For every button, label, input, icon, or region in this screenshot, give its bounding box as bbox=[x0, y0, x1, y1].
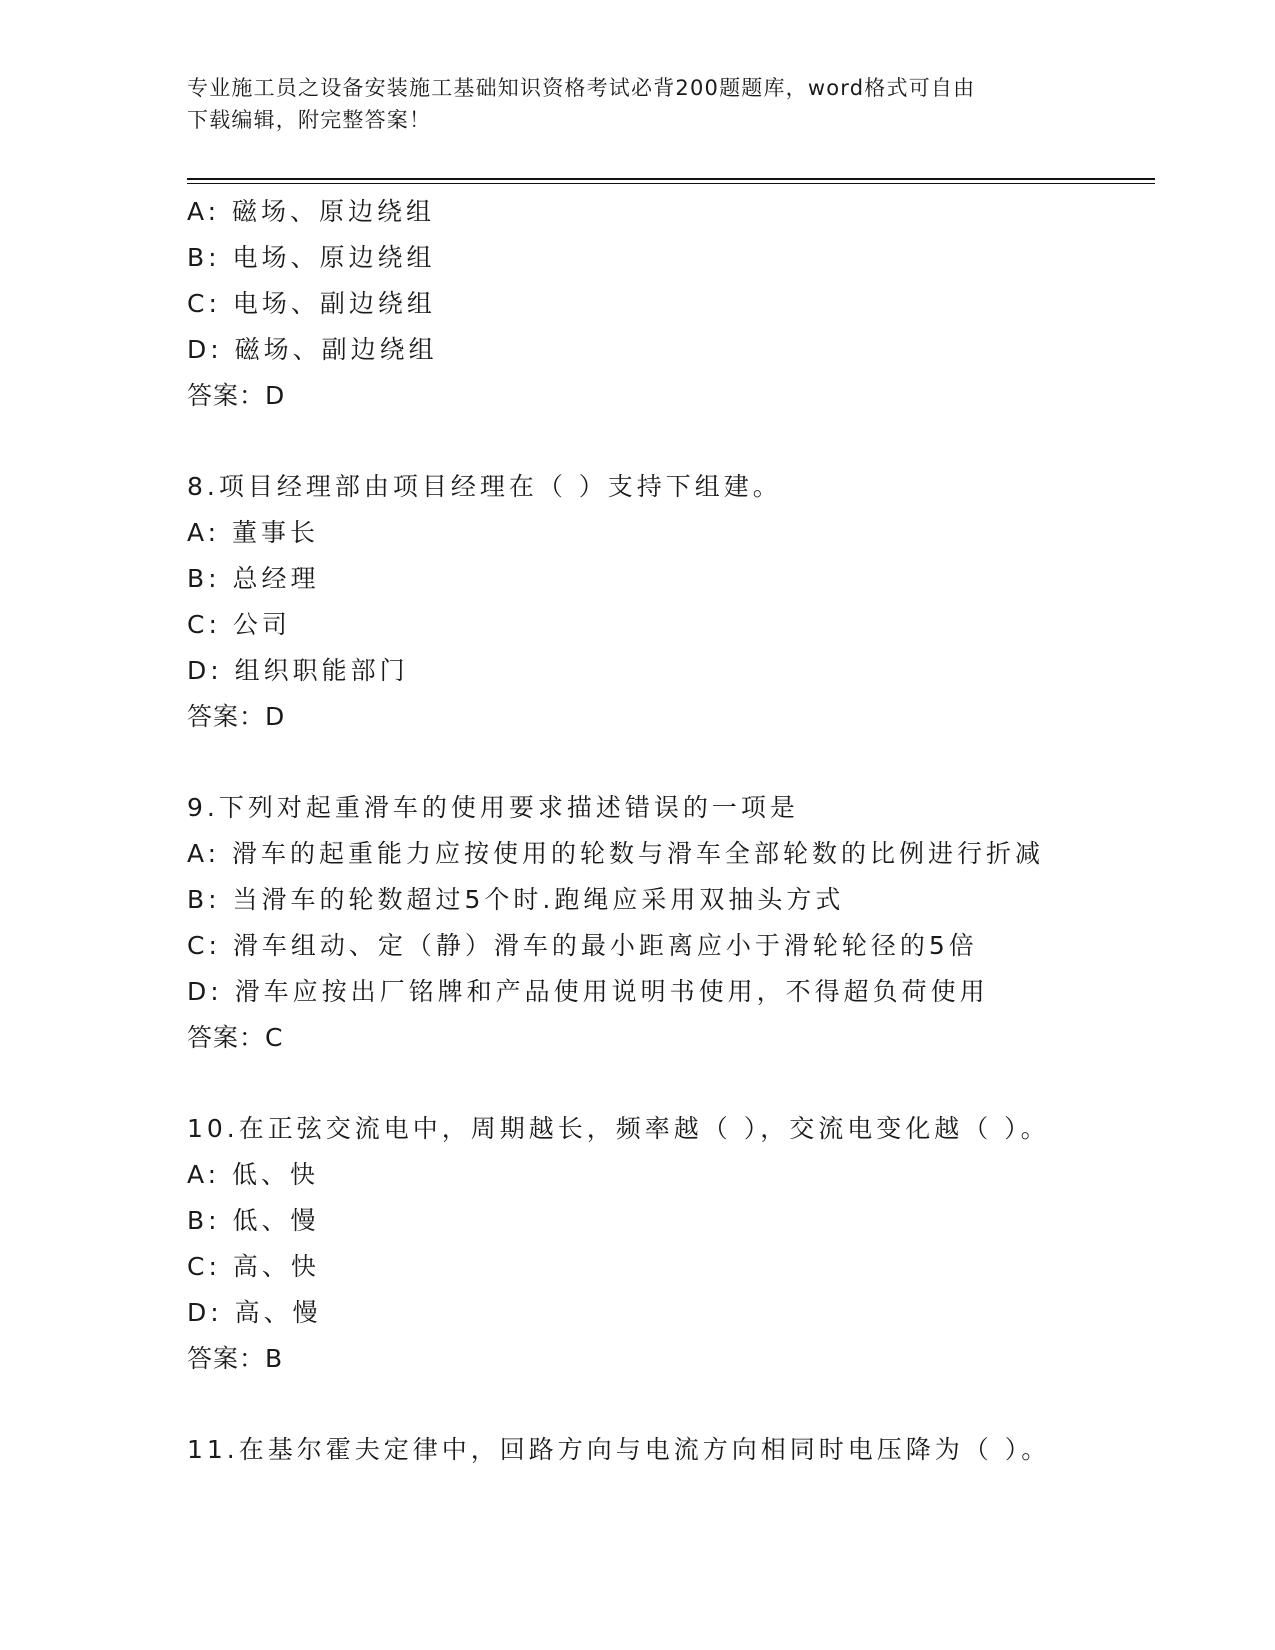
option-b: B: 总经理 bbox=[187, 564, 320, 593]
question-7-continued bbox=[187, 189, 1155, 419]
spacer bbox=[187, 1382, 1155, 1427]
question-11 bbox=[187, 1427, 1155, 1473]
option-b: B: 低、慢 bbox=[187, 1206, 320, 1235]
document-header bbox=[187, 72, 1087, 136]
spacer bbox=[187, 419, 1155, 464]
option-d: D: 组织职能部门 bbox=[187, 656, 409, 685]
option-a: A: 磁场、原边绕组 bbox=[187, 197, 436, 226]
header-divider-thick bbox=[187, 178, 1155, 180]
answer-line: 答案：D bbox=[187, 702, 286, 731]
question-stem: 9.下列对起重滑车的使用要求描述错误的一项是 bbox=[187, 793, 799, 822]
option-c: C: 公司 bbox=[187, 610, 291, 639]
option-d: D: 磁场、副边绕组 bbox=[187, 335, 438, 364]
option-a: A: 低、快 bbox=[187, 1160, 320, 1189]
option-c: C: 高、快 bbox=[187, 1252, 320, 1281]
option-b: B: 当滑车的轮数超过5个时.跑绳应采用双抽头方式 bbox=[187, 885, 845, 914]
answer-line: 答案：B bbox=[187, 1344, 284, 1373]
spacer bbox=[187, 1061, 1155, 1106]
header-line-2: 下载编辑，附完整答案！ bbox=[187, 108, 432, 132]
option-c: C: 滑车组动、定（静）滑车的最小距离应小于滑轮轮径的5倍 bbox=[187, 931, 978, 960]
question-10 bbox=[187, 1106, 1155, 1382]
question-stem: 11.在基尔霍夫定律中，回路方向与电流方向相同时电压降为（ ）。 bbox=[187, 1435, 1051, 1464]
question-stem: 8.项目经理部由项目经理在（ ）支持下组建。 bbox=[187, 472, 782, 501]
question-8 bbox=[187, 464, 1155, 740]
answer-line: 答案：C bbox=[187, 1023, 284, 1052]
question-9 bbox=[187, 785, 1155, 1061]
option-b: B: 电场、原边绕组 bbox=[187, 243, 436, 272]
answer-line: 答案：D bbox=[187, 381, 286, 410]
question-stem: 10.在正弦交流电中，周期越长，频率越（ ），交流电变化越（ ）。 bbox=[187, 1114, 1050, 1143]
option-d: D: 高、慢 bbox=[187, 1298, 322, 1327]
option-d: D: 滑车应按出厂铭牌和产品使用说明书使用，不得超负荷使用 bbox=[187, 977, 989, 1006]
question-list bbox=[187, 189, 1155, 1473]
spacer bbox=[187, 740, 1155, 785]
header-line-1: 专业施工员之设备安装施工基础知识资格考试必背200题题库，word格式可自由 bbox=[187, 76, 976, 100]
option-a: A: 董事长 bbox=[187, 518, 320, 547]
option-c: C: 电场、副边绕组 bbox=[187, 289, 436, 318]
option-a: A: 滑车的起重能力应按使用的轮数与滑车全部轮数的比例进行折减 bbox=[187, 839, 1045, 868]
header-divider-thin bbox=[187, 183, 1155, 184]
